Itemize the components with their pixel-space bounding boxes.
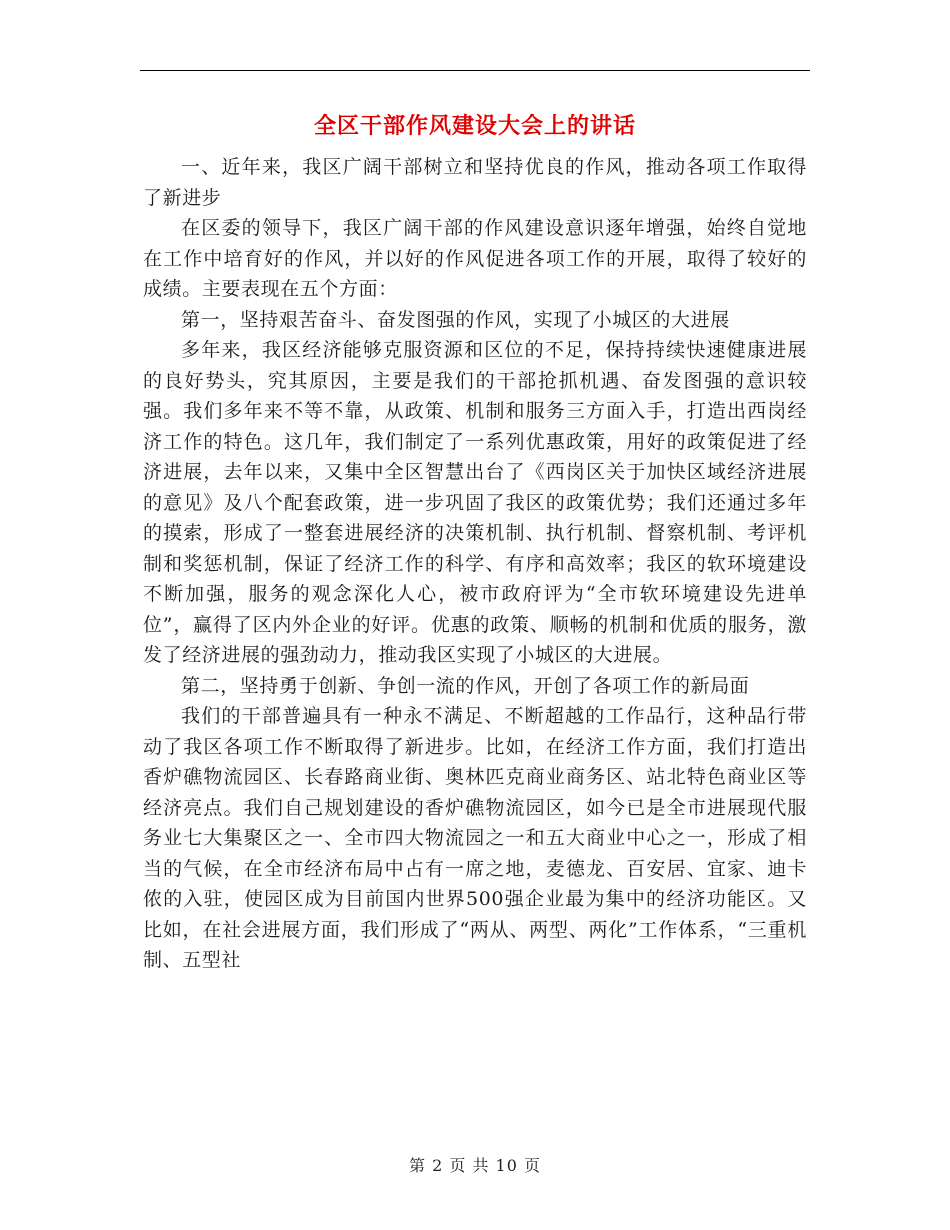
page-number-footer: 第 2 页 共 10 页	[409, 1156, 541, 1175]
paragraph-section-heading: 一、近年来，我区广阔干部树立和坚持优良的作风，推动各项工作取得了新进步	[143, 156, 807, 209]
document-body	[143, 152, 807, 976]
header-rule	[140, 70, 810, 71]
document-title: 全区干部作风建设大会上的讲话	[313, 113, 636, 139]
paragraph-point-two-body: 我们的干部普遍具有一种永不满足、不断超越的工作品行，这种品行带动了我区各项工作不断取得了新进步。比如，在经济工作方面，我们打造出香炉礁物流园区、长春路商业街、奥林匹克商业商务区、站北特色商业区等经济亮点。我们自己规划建设的香炉礁物流园区，如今已是全市进展现代服务业七大集聚区之一、全市四大物流园之一和五大商业中心之一，形成了相当的气候，在全市经济布局中占有一席之地，麦德龙、百安居、宜家、迪卡侬的入驻，使园区成为目前国内世界500强企业最为集中的经济功能区。又比如，在社会进展方面，我们形成了“两从、两型、两化”工作体系，“三重机制、五型社	[143, 705, 807, 971]
paragraph-intro: 在区委的领导下，我区广阔干部的作风建设意识逐年增强，始终自觉地在工作中培育好的作风，并以好的作风促进各项工作的开展，取得了较好的成绩。主要表现在五个方面：	[143, 217, 807, 300]
paragraph-point-one-heading: 第一，坚持艰苦奋斗、奋发图强的作风，实现了小城区的大进展	[181, 308, 730, 331]
paragraph-point-one-body: 多年来，我区经济能够克服资源和区位的不足，保持持续快速健康进展的良好势头，究其原因，主要是我们的干部抢抓机遇、奋发图强的意识较强。我们多年来不等不靠，从政策、机制和服务三方面入手，打造出西岗经济工作的特色。这几年，我们制定了一系列优惠政策，用好的政策促进了经济进展，去年以来，又集中全区智慧出台了《西岗区关于加快区域经济进展的意见》及八个配套政策，进一步巩固了我区的政策优势；我们还通过多年的摸索，形成了一整套进展经济的决策机制、执行机制、督察机制、考评机制和奖惩机制，保证了经济工作的科学、有序和高效率；我区的软环境建设不断加强，服务的观念深化人心，被市政府评为“全市软环境建设先进单位”，赢得了区内外企业的好评。优惠的政策、顺畅的机制和优质的服务，激发了经济进展的强劲动力，推动我区实现了小城区的大进展。	[143, 339, 807, 666]
paragraph-point-two-heading: 第二，坚持勇于创新、争创一流的作风，开创了各项工作的新局面	[181, 674, 750, 697]
